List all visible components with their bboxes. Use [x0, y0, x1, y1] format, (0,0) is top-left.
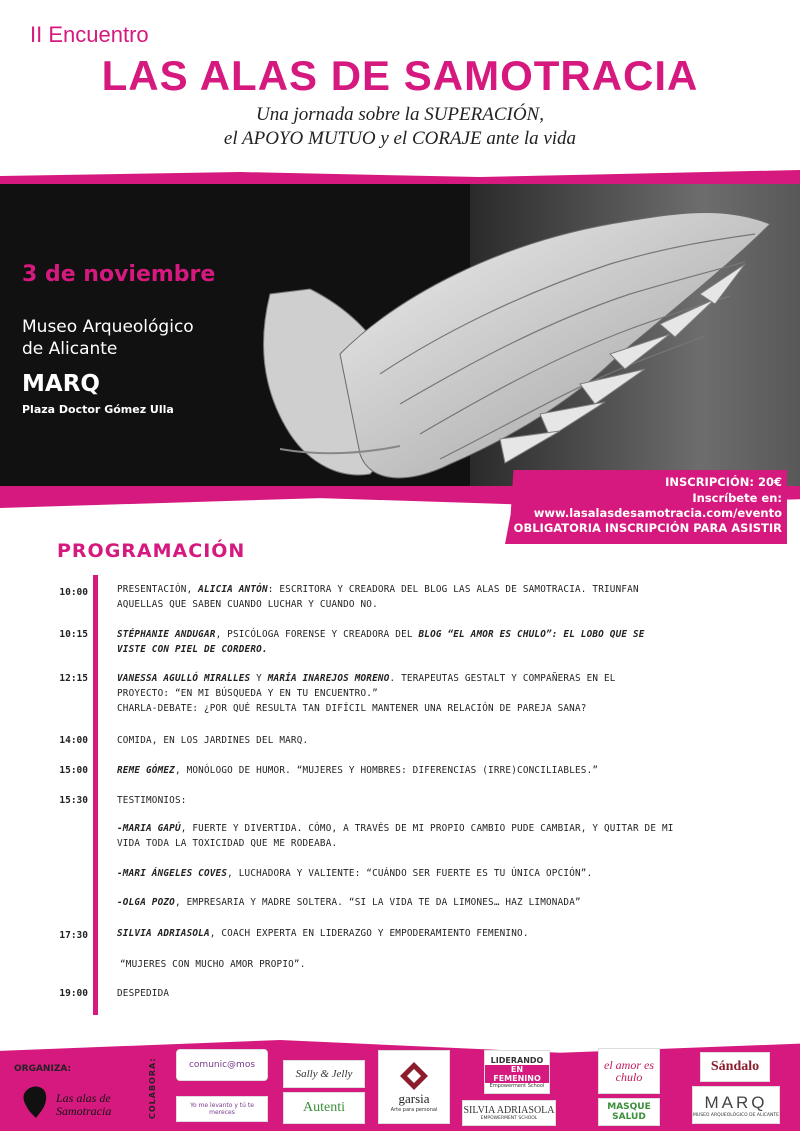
organizer-label: ORGANIZA:: [14, 1064, 72, 1074]
programme-item: VANESSA AGULLÓ MIRALLES Y MARÍA INAREJOS MORENO. TERAPEUTAS GESTALT Y COMPAÑERAS EN EL PROYECTO: “EN MI BÚSQUEDA Y EN TU ENCUENTRO.” CHARLA-DEBATE: ¿POR QUÉ RESULTA TAN DIFÍCIL MANTENER UNA RELACIÓN DE PAREJA SANA?: [117, 673, 616, 714]
event-title: LAS ALAS DE SAMOTRACIA: [101, 52, 699, 99]
logo-sally-jelly-text: Sally & Jelly: [295, 1068, 353, 1080]
logo-masque-line-2: SALUD: [612, 1112, 646, 1122]
programme-item: PRESENTACIÓN, ALICIA ANTÓN: ESCRITORA Y CREADORA DEL BLOG LAS ALAS DE SAMOTRACIA. TRIUNFAN AQUELLAS QUE SABEN CUANDO LUCHAR Y CUANDO NO.: [117, 584, 639, 610]
testimony-item: -OLGA POZO, EMPRESARIA Y MADRE SOLTERA. “SI LA VIDA TE DA LIMONES… HAZ LIMONADA”: [117, 897, 581, 908]
logo-silvia-adriasola: [462, 1100, 556, 1126]
logo-autenti-text: Autenti: [303, 1100, 345, 1115]
time-slot: 12:15: [59, 673, 88, 684]
logo-masque-salud: [598, 1098, 660, 1126]
logo-marq-text: MARQ: [704, 1092, 768, 1112]
logo-amor-text: el amor es chulo: [604, 1058, 654, 1084]
logo-comunicamos-tagline-text: Yo me levanto y tú te mereces: [190, 1102, 254, 1116]
inscription-note: OBLIGATORIA INSCRIPCIÓN PARA ASISTIR: [513, 521, 782, 535]
event-date: 3 de noviembre: [22, 262, 216, 287]
testimony-item: -MARIA GAPÚ, FUERTE Y DIVERTIDA. CÓMO, A TRAVÉS DE MI PROPIO CAMBIO PUDE CAMBIAR, Y QUITAR DE MI VIDA TODA LA TOXICIDAD QUE ME RODEABA.: [117, 823, 674, 849]
logo-liderando-tagline: Empowerment School: [489, 1082, 545, 1089]
time-slot: 10:00: [59, 587, 88, 598]
logo-garsia: [378, 1050, 450, 1124]
time-slot: 19:00: [59, 988, 88, 999]
venue-line-1: Museo Arqueológico: [22, 317, 194, 337]
time-slot: 14:00: [59, 735, 88, 746]
logo-liderando-line-1: LIDERANDO: [490, 1055, 544, 1065]
garsia-diamond-icon: [399, 1061, 429, 1091]
programme-item: SILVIA ADRIASOLA, COACH EXPERTA EN LIDERAZGO Y EMPODERAMIENTO FEMENINO.: [117, 928, 529, 939]
inscription-price: INSCRIPCIÓN: 20€: [665, 475, 782, 489]
organizer-logo-text: Las alas de Samotracia: [56, 1091, 112, 1118]
logo-comunicamos-tagline: [176, 1096, 268, 1122]
subtitle-line-2: el APOYO MUTUO y el CORAJE ante la vida: [223, 128, 577, 149]
programme-item: “MUJERES CON MUCHO AMOR PROPIO”.: [120, 959, 306, 970]
time-slot: 15:30: [59, 795, 88, 806]
time-slot: 17:30: [59, 930, 88, 941]
logo-masque-line-1: MASQUE: [607, 1102, 651, 1112]
logo-sally-jelly: [283, 1060, 365, 1088]
logo-garsia-tagline: Arte para personal: [390, 1107, 438, 1113]
time-slot: 15:00: [59, 765, 88, 776]
venue-address: Plaza Doctor Gómez Ulla: [22, 403, 174, 416]
logo-marq: [692, 1086, 780, 1124]
logo-sandalo-text: Sándalo: [710, 1059, 760, 1074]
organizer-logo: [22, 1082, 137, 1122]
logo-autenti: [283, 1092, 365, 1124]
logo-comunicamos: [176, 1049, 268, 1081]
programme-title: PROGRAMACIÓN: [57, 540, 246, 562]
inscription-url[interactable]: www.lasalasdesamotracia.com/evento: [533, 506, 782, 520]
timeline-bar: [93, 575, 98, 1015]
venue-acronym: MARQ: [22, 371, 100, 397]
venue-line-2: de Alicante: [22, 339, 118, 359]
logo-marq-tagline: MUSEO ARQUEOLÓGICO DE ALICANTE: [693, 1112, 779, 1118]
programme-item: DESPEDIDA: [117, 988, 170, 999]
logo-sandalo: [700, 1052, 770, 1082]
testimony-item: -MARI ÁNGELES COVES, LUCHADORA Y VALIENTE: “CUÁNDO SER FUERTE ES TU ÚNICA OPCIÓN”.: [117, 868, 593, 879]
logo-silvia-tagline: EMPOWERMENT SCHOOL: [480, 1116, 538, 1121]
logo-el-amor-es-chulo: [598, 1048, 660, 1094]
logo-comunicamos-text: comunic@mos: [188, 1060, 256, 1070]
programme-item: TESTIMONIOS:: [117, 795, 187, 806]
subtitle-line-1: Una jornada sobre la SUPERACIÓN,: [256, 104, 544, 125]
logo-garsia-text: garsia: [398, 1091, 430, 1106]
winged-victory-wing-image: [250, 184, 800, 496]
logo-liderando-en-femenino: [484, 1050, 550, 1094]
collaborators-label: COLABORA:: [148, 1057, 157, 1119]
programme-item: STÉPHANIE ANDUGAR, PSICÓLOGA FORENSE Y CREADORA DEL BLOG “EL AMOR ES CHULO”: EL LOBO QUE SE VISTE CON PIEL DE CORDERO.: [117, 629, 645, 655]
time-slot: 10:15: [59, 629, 88, 640]
inscription-cta: Inscríbete en:: [692, 491, 782, 505]
logo-silvia-text: SILVIA ADRIASOLA: [463, 1105, 555, 1116]
programme-item: REME GÓMEZ, MONÓLOGO DE HUMOR. “MUJERES Y HOMBRES: DIFERENCIAS (IRRE)CONCILIABLES.”: [117, 765, 599, 776]
programme-item: COMIDA, EN LOS JARDINES DEL MARQ.: [117, 735, 309, 746]
pretitle: II Encuentro: [30, 22, 149, 47]
logo-liderando-line-2: EN FEMENINO: [485, 1065, 549, 1083]
venue-name: [22, 316, 272, 360]
